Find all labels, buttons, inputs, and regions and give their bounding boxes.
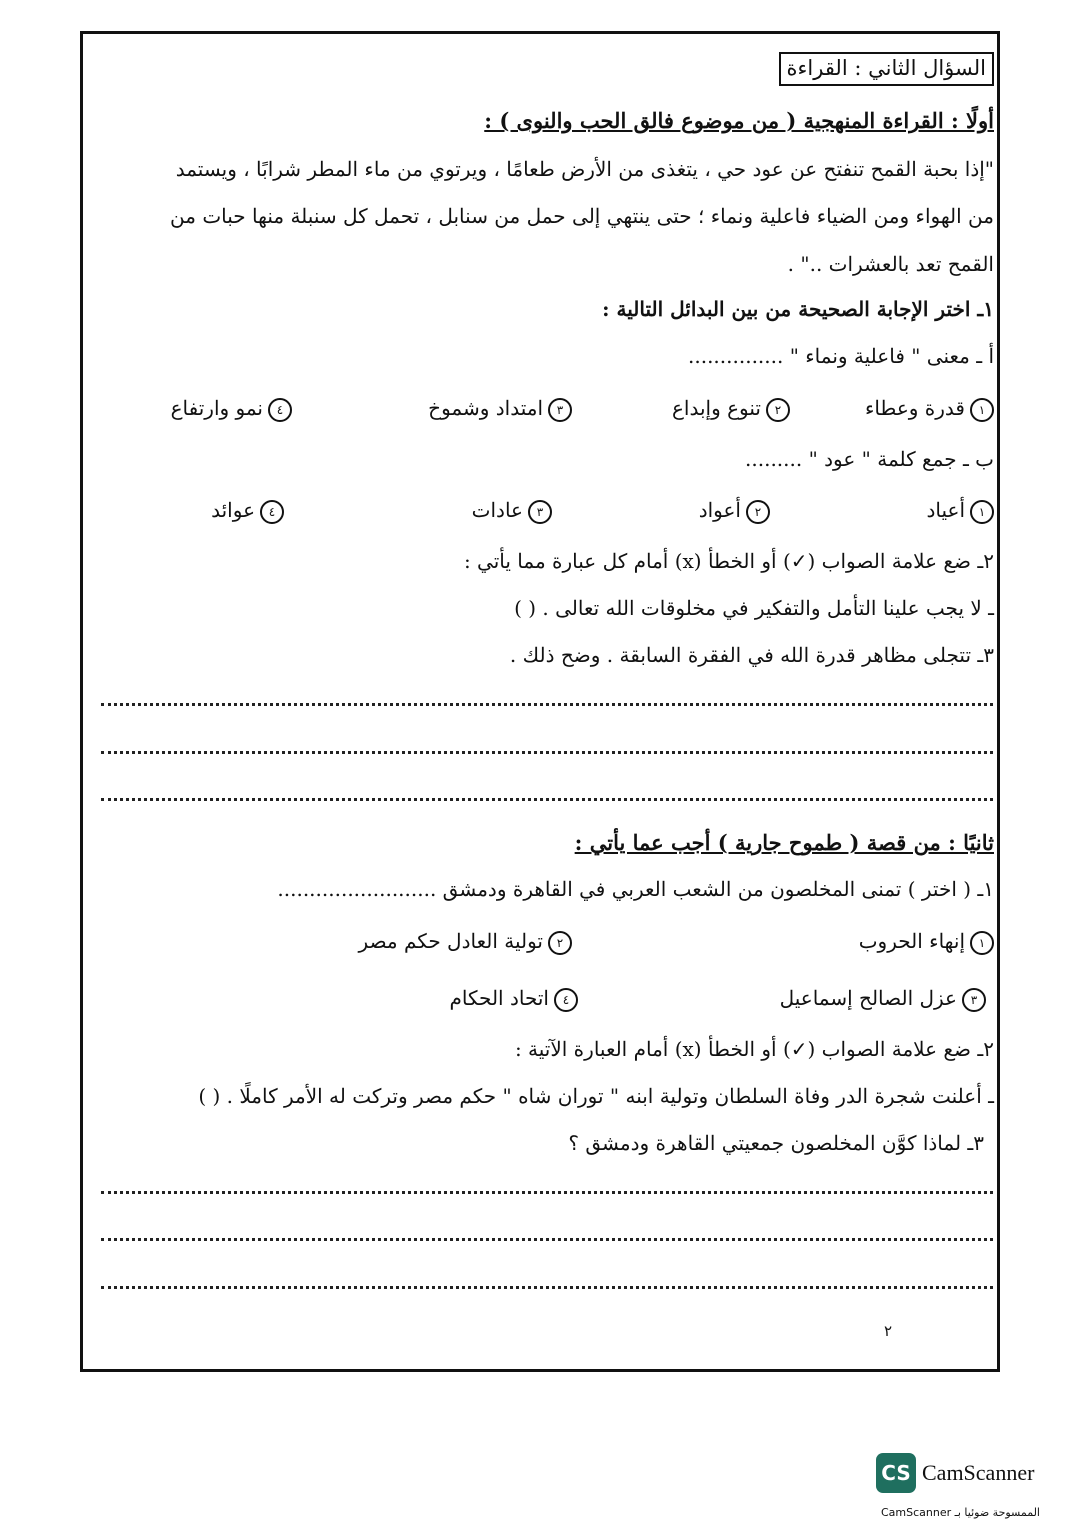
s2-q3-prompt: ٣ـ لماذا كوَّن المخلصون جمعيتي القاهرة ودمشق ؟ [568,1131,984,1155]
option-number-circle: ٢ [746,500,770,524]
s2-answer-line-1[interactable] [101,1191,993,1194]
s1-q2-statement: ـ لا يجب علينا التأمل والتفكير في مخلوقات الله تعالى . ( ) [514,596,994,620]
option-label: تنوع وإبداع [672,396,761,420]
camscanner-name: CamScanner [922,1460,1035,1485]
option-number-circle: ٤ [268,398,292,422]
s1-q1a-option-4[interactable] [171,396,292,422]
option-number-circle: ٢ [548,931,572,955]
s1-q1a-option-2[interactable] [672,396,790,422]
s1-q1b-option-4[interactable] [211,498,284,524]
option-label: اتحاد الحكام [449,986,549,1010]
s2-q1-option-2[interactable] [359,929,572,955]
option-label: إنهاء الحروب [858,929,965,953]
option-label: عادات [471,498,523,522]
option-number-circle: ٤ [554,988,578,1012]
camscanner-brand [876,1453,1034,1493]
passage-line-1: "إذا بحبة القمح تنفتح عن عود حي ، يتغذى من الأرض طعامًا ، ويرتوي من ماء المطر شرابًا ، ويستمد [175,157,994,181]
s1-q2-instruction: ٢ـ ضع علامة الصواب (✓) أو الخطأ (x) أمام كل عبارة مما يأتي : [463,549,994,573]
option-label: نمو وارتفاع [170,396,263,420]
page-border [80,31,1000,1372]
s1-answer-line-3[interactable] [101,798,993,801]
camscanner-footer: الممسوحة ضوئيا بـ CamScanner [880,1506,1040,1519]
option-label: قدرة وعطاء [864,396,965,420]
option-label: امتداد وشموخ [428,396,543,420]
option-number-circle: ٣ [528,500,552,524]
s1-q1b-option-3[interactable] [472,498,552,524]
option-number-circle: ١ [970,500,994,524]
s1-q1b-option-1[interactable] [926,498,994,524]
page-number: ٢ [883,1322,892,1340]
option-number-circle: ١ [970,931,994,955]
option-label: عزل الصالح إسماعيل [779,986,957,1010]
s2-q1-option-1[interactable] [859,929,994,955]
s1-answer-line-1[interactable] [101,703,993,706]
question-title: السؤال الثاني : القراءة [779,52,994,86]
s2-answer-line-3[interactable] [101,1286,993,1289]
passage-line-3: القمح تعد بالعشرات .." . [787,252,994,276]
option-label: أعياد [926,498,965,522]
option-number-circle: ٢ [766,398,790,422]
section1-heading: أولًا : القراءة المنهجية ( من موضوع فالق الحب والنوى ) : [484,108,994,133]
option-number-circle: ٣ [962,988,986,1012]
s2-q1-option-4[interactable] [450,986,578,1012]
option-number-circle: ٤ [260,500,284,524]
option-number-circle: ٣ [548,398,572,422]
section2-heading: ثانيًا : من قصة ( طموح جارية ) أجب عما يأتي : [574,830,994,855]
s1-q1b-option-2[interactable] [699,498,770,524]
option-label: أعواد [698,498,741,522]
option-label: عوائد [211,498,255,522]
s2-q2-statement: ـ أعلنت شجرة الدر وفاة السلطان وتولية ابنه " توران شاه " حكم مصر وتركت له الأمر كاملًا . ( ) [198,1084,994,1108]
s2-answer-line-2[interactable] [101,1238,993,1241]
option-number-circle: ١ [970,398,994,422]
s2-q1-option-3[interactable] [780,986,986,1012]
s1-q1-instruction: ١ـ اختر الإجابة الصحيحة من بين البدائل التالية : [602,297,994,321]
s1-q3-prompt: ٣ـ تتجلى مظاهر قدرة الله في الفقرة السابقة . وضح ذلك . [509,643,994,667]
camscanner-logo-icon: CS [876,1453,916,1493]
s1-answer-line-2[interactable] [101,751,993,754]
s1-q1b-prompt: ب ـ جمع كلمة " عود " ......... [745,447,994,471]
s1-q1a-prompt: أ ـ معنى " فاعلية ونماء " ............... [688,344,994,368]
s1-q1a-option-1[interactable] [865,396,994,422]
s1-q1a-option-3[interactable] [428,396,572,422]
passage-line-2: من الهواء ومن الضياء فاعلية ونماء ؛ حتى ينتهي إلى حمل من سنابل ، تحمل كل سنبلة منها حبات من [170,204,994,228]
s2-q2-instruction: ٢ـ ضع علامة الصواب (✓) أو الخطأ (x) أمام العبارة الآتية : [514,1037,994,1061]
s2-q1-prompt: ١ـ ( اختر ) تمنى المخلصون من الشعب العربي في القاهرة ودمشق ......................... [277,877,994,901]
option-label: تولية العادل حكم مصر [358,929,543,953]
